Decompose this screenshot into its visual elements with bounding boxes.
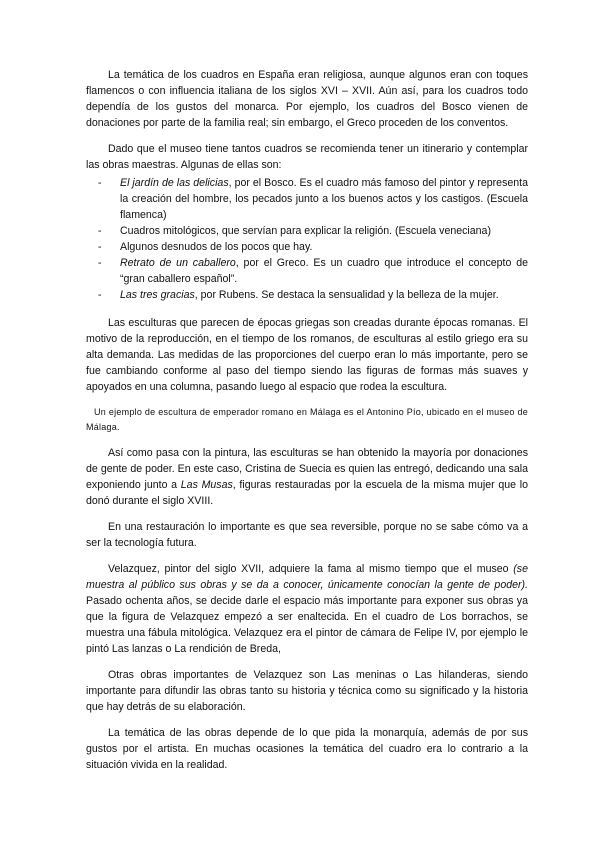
work-title: Las tres gracias	[120, 289, 195, 301]
paragraph-donations: Así como pasa con la pintura, las esculturas se han obtenido la mayoría por donaciones de gente de poder. En este caso, Cristina de Suecia es quien las entregó, dedicando una sala exponiendo junto a Las Musas, figuras restauradas por la escuela de la misma mujer que lo donó durante el siglo XVIII.	[86, 447, 528, 507]
paragraph-monarchy-themes: La temática de las obras depende de lo que pida la monarquía, además de por sus gustos por el artista. En muchas ocasiones la temática del cuadro era lo contrario a la situación vivida en la realidad.	[86, 727, 528, 771]
work-description: Algunos desnudos de los pocos que hay.	[120, 241, 313, 253]
list-item	[120, 287, 528, 303]
paragraph-itinerary: Dado que el museo tiene tantos cuadros se recomienda tener un itinerario y contemplar las obras maestras. Algunas de ellas son:	[86, 143, 528, 171]
list-item	[120, 255, 528, 287]
paragraph-restoration: En una restauración lo importante es que sea reversible, porque no se sabe cómo va a ser la tecnología futura.	[86, 521, 528, 549]
paragraph-velazquez-works: Otras obras importantes de Velazquez son Las meninas o Las hilanderas, siendo importante para difundir las obras tanto su historia y técnica como su significado y la historia que hay detrás de su elaboración.	[86, 669, 528, 713]
masterpieces-list	[86, 175, 528, 303]
paragraph-velazquez: Velazquez, pintor del siglo XVII, adquiere la fama al mismo tiempo que el museo (se muestra al público sus obras y se da a conocer, únicamente conocían la gente de poder). Pasado ochenta años, se decide darle el espacio más importante para exponer sus obras ya que la figura de Velazquez empezó a ser enaltecida. En el cuadro de Los borrachos, se muestra una fábula mitológica. Velazquez era el pintor de cámara de Felipe IV, por ejemplo le pintó Las lanzas o La rendición de Breda,	[86, 563, 528, 655]
work-description: , por el Bosco. Es el cuadro más famoso del pintor y representa la creación del hombre, los pecados junto a los buenos actos y los castigos. (Escuela flamenca)	[120, 177, 528, 221]
caption-antonino-pio: Un ejemplo de escultura de emperador romano en Málaga es el Antonino Pío, ubicado en el museo de Málaga.	[86, 407, 528, 432]
work-title: Retrato de un caballero	[120, 257, 236, 269]
velazquez-aside: (se muestra al público sus obras y se da a conocer, únicamente conocían la gente de poder).	[86, 563, 528, 591]
document-page	[86, 67, 528, 783]
work-description: , por Rubens. Se destaca la sensualidad y la belleza de la mujer.	[194, 289, 499, 301]
paragraph-sculptures: Las esculturas que parecen de épocas griegas son creadas durante épocas romanas. El motivo de la reproducción, en el tiempo de los romanos, de esculturas al estilo griego era su alta demanda. Las medidas de las proporciones del cuerpo eran lo más importante, pero se fue cambiando conforme al paso del tiempo siendo las figuras de formas más suaves y apoyados en una columna, pasando luego al espacio que rodea la escultura.	[86, 317, 528, 393]
list-item	[120, 239, 528, 255]
las-musas-title: Las Musas	[180, 479, 233, 491]
list-item	[120, 223, 528, 239]
work-description: Cuadros mitológicos, que servían para explicar la religión. (Escuela veneciana)	[120, 225, 491, 237]
list-item	[120, 175, 528, 223]
paragraph-religious-themes: La temática de los cuadros en España eran religiosa, aunque algunos eran con toques flamencos o con influencia italiana de los siglos XVI – XVII. Aún así, para los cuadros todo dependía de los gustos del monarca. Por ejemplo, los cuadros del Bosco vienen de donaciones por parte de la familia real; sin embargo, el Greco proceden de los conventos.	[86, 69, 528, 129]
work-description: , por el Greco. Es un cuadro que introduce el concepto de “gran caballero español”.	[120, 257, 528, 285]
work-title: El jardín de las delicias	[120, 177, 229, 189]
